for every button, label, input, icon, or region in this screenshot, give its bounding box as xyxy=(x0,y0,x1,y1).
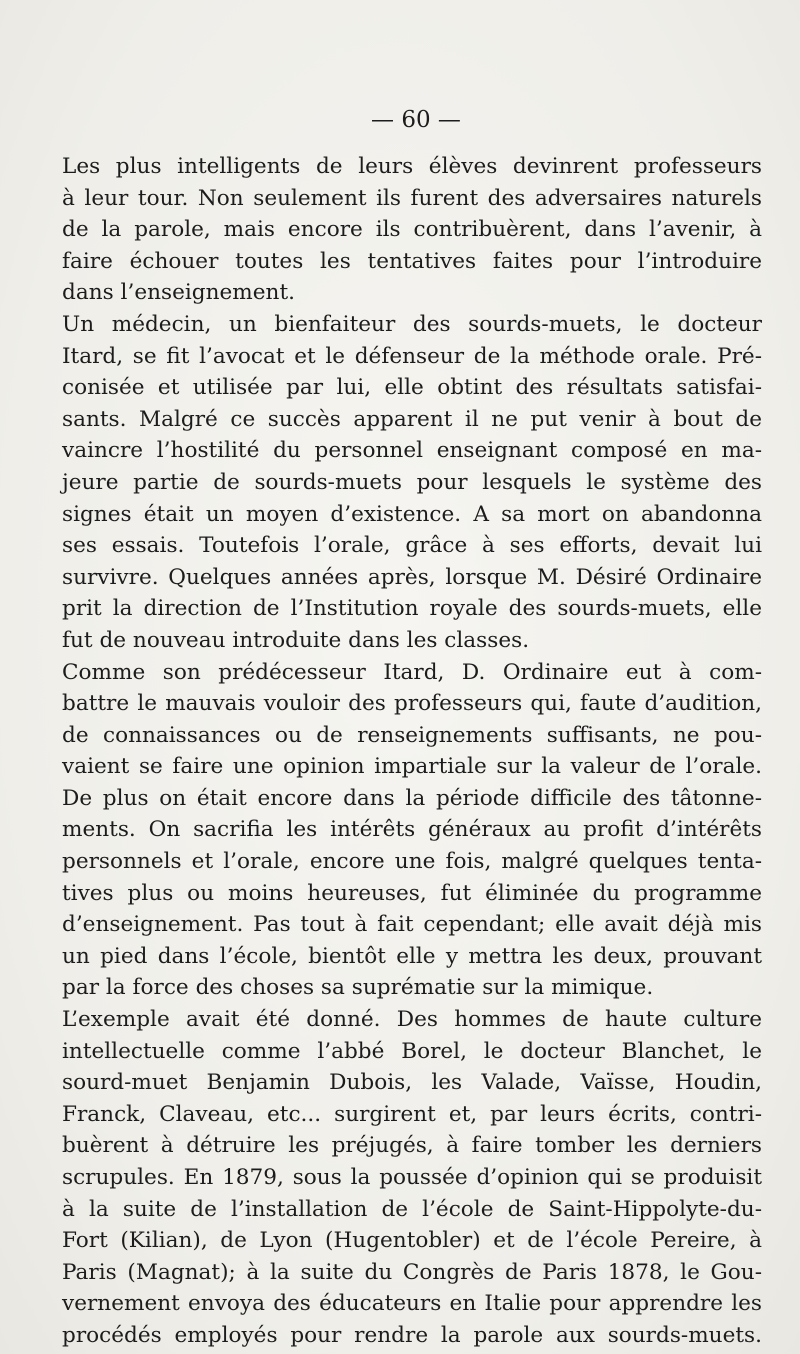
text-line: sourd-muet Benjamin Dubois, les Valade, Vaïsse, Houdin, xyxy=(62,1070,762,1096)
text-line: de la parole, mais encore ils contribuèrent, dans l’avenir, à xyxy=(62,217,762,243)
text-line: vernement envoya des éducateurs en Italie pour apprendre les xyxy=(62,1291,762,1317)
text-line: Les plus intelligents de leurs élèves devinrent professeurs xyxy=(62,154,762,179)
paragraph-4 xyxy=(62,1004,762,1352)
text-line: fut de nouveau introduite dans les classes. xyxy=(62,627,530,653)
text-line: tives plus ou moins heureuses, fut éliminée du programme xyxy=(62,880,762,906)
text-line: Franck, Claveau, etc... surgirent et, par leurs écrits, contri- xyxy=(62,1101,762,1127)
text-line: survivre. Quelques années après, lorsque M. Désiré Ordinaire xyxy=(62,564,762,590)
text-line: procédés employés pour rendre la parole aux sourds-muets. xyxy=(62,1322,762,1348)
text-line: L’exemple avait été donné. Des hommes de haute culture xyxy=(62,1007,762,1033)
text-line: jeure partie de sourds-muets pour lesquels le système des xyxy=(62,469,762,495)
text-line: à la suite de l’installation de l’école de Saint-Hippolyte-du- xyxy=(62,1196,762,1222)
text-line: Paris (Magnat); à la suite du Congrès de Paris 1878, le Gou- xyxy=(62,1259,762,1285)
page-number: — 60 — xyxy=(371,107,461,133)
text-line: sants. Malgré ce succès apparent il ne put venir à bout de xyxy=(62,406,762,432)
text-line: ments. On sacrifia les intérêts généraux au profit d’intérêts xyxy=(62,817,762,843)
paragraph-3 xyxy=(62,657,762,1005)
text-line: scrupules. En 1879, sous la poussée d’opinion qui se produisit xyxy=(62,1165,762,1190)
text-line: Un médecin, un bienfaiteur des sourds-muets, le docteur xyxy=(62,311,762,337)
paragraph-2 xyxy=(62,309,762,657)
text-line: signes était un moyen d’existence. A sa mort on abandonna xyxy=(62,501,762,527)
text-line: faire échouer toutes les tentatives faites pour l’introduire xyxy=(62,248,762,274)
text-line: par la force des choses sa suprématie sur la mimique. xyxy=(62,975,654,1001)
text-line: prit la direction de l’Institution royale des sourds-muets, elle xyxy=(62,596,762,622)
text-line: buèrent à détruire les préjugés, à faire tomber les derniers xyxy=(62,1133,762,1159)
text-line: intellectuelle comme l’abbé Borel, le docteur Blanchet, le xyxy=(62,1038,762,1064)
text-line: d’enseignement. Pas tout à fait cependant; elle avait déjà mis xyxy=(62,912,762,938)
text-line: battre le mauvais vouloir des professeurs qui, faute d’audition, xyxy=(62,691,762,717)
text-line: personnels et l’orale, encore une fois, malgré quelques tenta- xyxy=(62,849,762,875)
text-line: Itard, se fit l’avocat et le défenseur de la méthode orale. Pré- xyxy=(62,343,762,369)
text-line: un pied dans l’école, bientôt elle y mettra les deux, prouvant xyxy=(62,943,762,969)
text-line: ses essais. Toutefois l’orale, grâce à ses efforts, devait lui xyxy=(62,533,762,559)
text-line: de connaissances ou de renseignements suffisants, ne pou- xyxy=(62,722,762,748)
text-line: De plus on était encore dans la période difficile des tâtonne- xyxy=(62,785,762,811)
text-line: Fort (Kilian), de Lyon (Hugentobler) et de l’école Pereire, à xyxy=(62,1228,762,1254)
text-line: Comme son prédécesseur Itard, D. Ordinaire eut à com- xyxy=(62,659,762,685)
text-line: conisée et utilisée par lui, elle obtint des résultats satisfai- xyxy=(62,375,762,401)
text-line: dans l’enseignement. xyxy=(62,280,295,306)
text-line: vaient se faire une opinion impartiale sur la valeur de l’orale. xyxy=(62,754,762,780)
paragraph-1 xyxy=(62,151,762,309)
text-line: vaincre l’hostilité du personnel enseignant composé en ma- xyxy=(62,438,762,464)
text-line: à leur tour. Non seulement ils furent des adversaires naturels xyxy=(62,185,762,211)
